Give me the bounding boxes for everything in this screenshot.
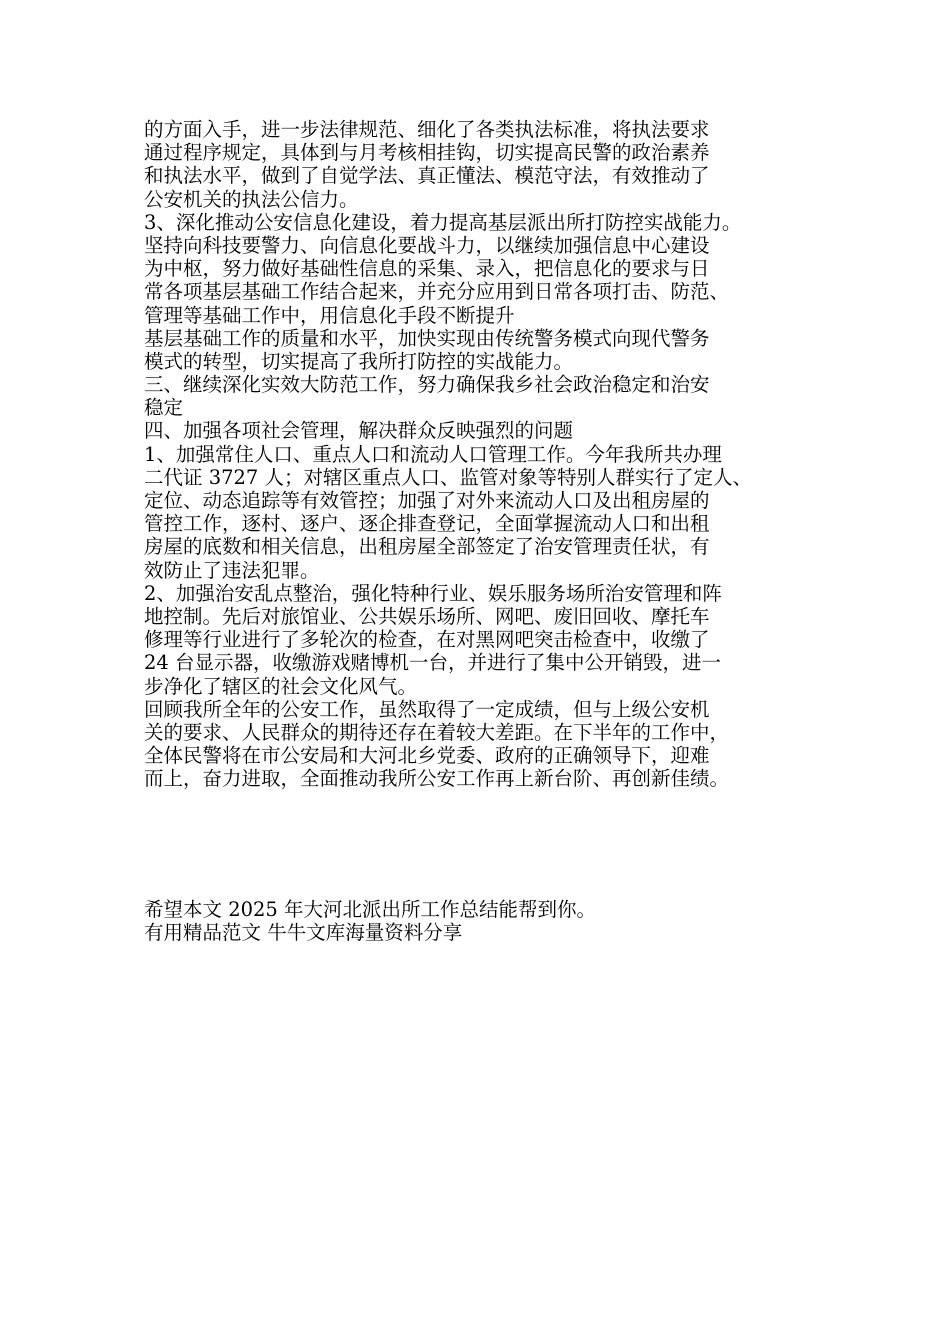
text-line: 和执法水平，做到了自觉学法、真正懂法、模范守法，有效推动了 — [144, 164, 710, 188]
text-line: 全体民警将在市公安局和大河北乡党委、政府的正确领导下，迎难 — [144, 744, 710, 768]
text-line: 修理等行业进行了多轮次的检查，在对黑网吧突击检查中，收缴了 — [144, 628, 710, 652]
text-line: 通过程序规定，具体到与月考核相挂钩，切实提高民警的政治素养 — [144, 141, 710, 165]
document-footer — [144, 898, 596, 944]
text-line: 关的要求、人民群众的期待还存在着较大差距。在下半年的工作中， — [144, 720, 730, 744]
text-line: 管理等基础工作中，用信息化手段不断提升 — [144, 303, 515, 327]
text-line: 地控制。先后对旅馆业、公共娱乐场所、网吧、废旧回收、摩托车 — [144, 604, 710, 628]
text-line: 四、加强各项社会管理，解决群众反映强烈的问题 — [144, 419, 574, 443]
text-line: 回顾我所全年的公安工作，虽然取得了一定成绩，但与上级公安机 — [144, 697, 710, 721]
text-line: 基层基础工作的质量和水平，加快实现由传统警务模式向现代警务 — [144, 326, 710, 350]
text-line: 房屋的底数和相关信息，出租房屋全部签定了治安管理责任状，有 — [144, 535, 710, 559]
text-line: 常各项基层基础工作结合起来，并充分应用到日常各项打击、防范、 — [144, 280, 730, 304]
text-line: 1、加强常住人口、重点人口和流动人口管理工作。今年我所共办理 — [144, 442, 722, 466]
text-line: 3、深化推动公安信息化建设，着力提高基层派出所打防控实战能力。 — [144, 210, 742, 234]
text-line: 而上，奋力进取，全面推动我所公安工作再上新台阶、再创新佳绩。 — [144, 767, 730, 791]
text-line: 为中枢，努力做好基础性信息的采集、录入，把信息化的要求与日 — [144, 257, 710, 281]
text-line: 公安机关的执法公信力。 — [144, 187, 359, 211]
text-line: 模式的转型，切实提高了我所打防控的实战能力。 — [144, 349, 574, 373]
text-line: 的方面入手，进一步法律规范、细化了各类执法标准，将执法要求 — [144, 118, 710, 141]
text-line: 2、加强治安乱点整治，强化特种行业、娱乐服务场所治安管理和阵 — [144, 581, 722, 605]
text-line: 二代证 3727 人；对辖区重点人口、监管对象等特别人群实行了定人、 — [144, 465, 753, 489]
text-line: 效防止了违法犯罪。 — [144, 558, 320, 582]
footer-line: 希望本文 2025 年大河北派出所工作总结能帮到你。 — [144, 898, 597, 921]
text-line: 管控工作，逐村、逐户、逐企排查登记，全面掌握流动人口和出租 — [144, 512, 710, 536]
document-body — [144, 118, 824, 790]
text-line: 24 台显示器，收缴游戏赌博机一台，并进行了集中公开销毁，进一 — [144, 651, 722, 675]
text-line: 坚持向科技要警力、向信息化要战斗力，以继续加强信息中心建设 — [144, 233, 710, 257]
text-line: 定位、动态追踪等有效管控；加强了对外来流动人口及出租房屋的 — [144, 489, 710, 512]
text-line: 三、继续深化实效大防范工作，努力确保我乡社会政治稳定和治安 — [144, 373, 710, 397]
footer-line: 有用精品范文 牛牛文库海量资料分享 — [144, 921, 463, 945]
text-line: 稳定 — [144, 396, 184, 420]
text-line: 步净化了辖区的社会文化风气。 — [144, 674, 418, 698]
